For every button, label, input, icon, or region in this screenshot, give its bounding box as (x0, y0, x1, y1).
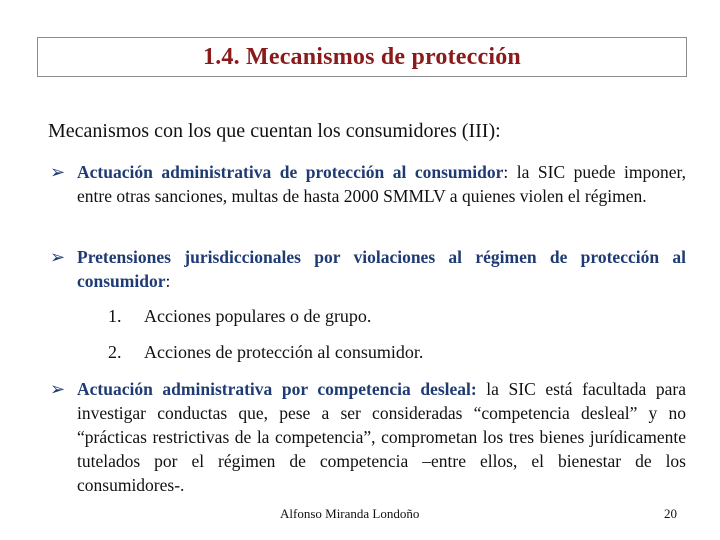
bullet-item (50, 377, 686, 497)
bullet-text (77, 377, 686, 497)
bullet-highlight: Actuación administrativa de protección al consumidor (77, 162, 504, 182)
bullet-rest: : la SIC puede imponer, entre otras sanciones, multas de hasta 2000 SMMLV a quienes violen el régimen. (77, 162, 686, 206)
numbered-item (108, 342, 423, 363)
numbered-item-text: Acciones populares o de grupo. (144, 306, 372, 326)
bullet-text (77, 245, 686, 293)
bullet-rest: la SIC está facultada para investigar conductas que, pese a ser consideradas “competencia desleal” y no “prácticas restrictivas de la competencia”, comprometan los tres bienes jurídicamente tutelados por el régimen de competencia –entre ellos, el bienestar de los consumidores-. (77, 379, 686, 495)
page-number: 20 (664, 506, 677, 521)
numbered-item (108, 306, 371, 327)
title-box (37, 37, 687, 77)
bullet-item (50, 160, 686, 208)
numbered-item-number: 1. (108, 306, 122, 326)
bullet-item (50, 245, 686, 293)
bullet-text (77, 160, 686, 208)
intro-text: Mecanismos con los que cuentan los consumidores (III): (48, 120, 501, 142)
bullet-highlight: Actuación administrativa por competencia desleal: (77, 379, 477, 399)
arrow-bullet-icon: ➢ (50, 379, 66, 399)
numbered-item-text: Acciones de protección al consumidor. (144, 342, 424, 362)
bullet-rest: : (165, 271, 171, 291)
arrow-bullet-icon: ➢ (50, 162, 66, 182)
numbered-item-number: 2. (108, 342, 122, 362)
slide-title: 1.4. Mecanismos de protección (203, 43, 521, 70)
arrow-bullet-icon: ➢ (50, 247, 66, 267)
bullet-highlight: Pretensiones jurisdiccionales por violaciones al régimen de protección al consumidor (77, 247, 686, 291)
footer-author: Alfonso Miranda Londoño (280, 506, 420, 521)
